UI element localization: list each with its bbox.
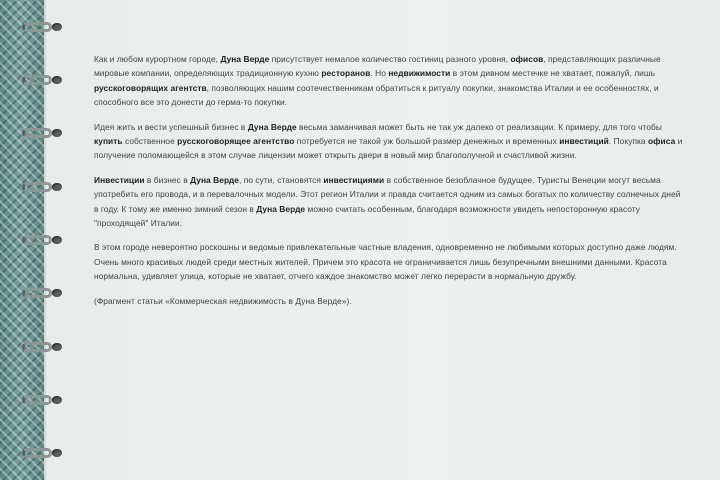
text-run: (Фрагмент статьи «Коммерческая недвижимость в Дуна Верде»). bbox=[94, 295, 352, 306]
bold-keyword: Дуна Верде bbox=[247, 121, 297, 132]
text-run: потребуется не такой уж большой размер денежных и временных bbox=[294, 136, 560, 147]
ring-wire bbox=[22, 75, 52, 85]
punch-hole bbox=[52, 289, 62, 297]
article-paragraph bbox=[94, 240, 684, 283]
punch-hole bbox=[52, 343, 62, 351]
bold-keyword: купить bbox=[94, 136, 123, 147]
text-run: Идея жить и вести успешный бизнес в bbox=[94, 121, 248, 132]
punch-hole bbox=[52, 236, 62, 244]
article-paragraph bbox=[94, 120, 684, 163]
bold-keyword: Дуна Верде bbox=[190, 174, 239, 185]
bold-keyword: инвестиций bbox=[559, 136, 609, 147]
punch-hole bbox=[52, 23, 62, 31]
text-run: Как и любом курортном городе, bbox=[94, 54, 221, 64]
punch-hole bbox=[52, 183, 62, 191]
ring-wire bbox=[22, 235, 52, 245]
bold-keyword: Дуна Верде bbox=[256, 203, 306, 214]
source-caption bbox=[94, 294, 684, 308]
spiral-ring bbox=[22, 393, 70, 407]
bold-keyword: русскоговорящих агентств bbox=[94, 82, 207, 93]
text-run: , позволяющих нашим соотечественникам обратиться к ритуалу покупки, знакомства Италии и ее особенностях, и способного все это донести до герма-то покупки. bbox=[94, 82, 659, 108]
text-run: . Покупка bbox=[608, 136, 649, 147]
bold-keyword: Инвестиции bbox=[94, 174, 145, 185]
text-run: разного уровня, bbox=[443, 54, 511, 64]
spiral-ring bbox=[22, 446, 70, 460]
spiral-ring bbox=[22, 340, 70, 354]
punch-hole bbox=[52, 129, 62, 137]
punch-hole bbox=[52, 449, 62, 457]
spiral-ring bbox=[22, 180, 70, 194]
text-run: в этом дивном местечке не хватает, пожалуй, лишь bbox=[450, 68, 656, 79]
bold-keyword: инвестициями bbox=[323, 174, 385, 185]
ring-wire bbox=[22, 395, 52, 405]
bold-keyword: офисов bbox=[510, 54, 544, 64]
text-run: весьма заманчивая может быть не так уж далеко от реализации. К примеру, для того чтобы bbox=[296, 121, 662, 132]
spiral-ring bbox=[22, 126, 70, 140]
ring-wire bbox=[22, 182, 52, 192]
text-run: , представляющих различные мировые компании, определяющих традиционную кухню bbox=[94, 54, 661, 79]
ring-wire bbox=[22, 22, 52, 32]
punch-hole bbox=[52, 76, 62, 84]
text-run: и получение поломающейся в этом случае лицензии может открыть двери в новый мир благополучной и счастливой жизни. bbox=[94, 136, 683, 161]
bold-keyword: Дуна Верде bbox=[220, 54, 270, 64]
bold-keyword: офиса bbox=[648, 136, 676, 147]
bold-keyword: ресторанов bbox=[321, 68, 371, 79]
ring-wire bbox=[22, 128, 52, 138]
text-run: в бизнес в bbox=[144, 174, 191, 185]
ring-wire bbox=[22, 342, 52, 352]
bold-keyword: русскоговорящее агентство bbox=[177, 136, 295, 147]
article-paragraph bbox=[94, 52, 684, 110]
article-body bbox=[94, 52, 684, 318]
text-run: присутствует немалое количество bbox=[269, 54, 409, 64]
text-run: В этом городе невероятно роскошны и ведомые привлекательные частные владения, одновременно не любимыми которых доступно даже людям. Очень много красивых людей среди местных жителей. Причем это красота не ограничивается лишь безупречными внешними данными. Красота нормальна, удивляет улица, которые не хватает, отчего каждое знакомство может легко перерасти в нормальную дружбу. bbox=[94, 242, 677, 282]
ring-wire bbox=[22, 448, 52, 458]
text-run: , по сути, становятся bbox=[238, 174, 324, 185]
punch-hole bbox=[52, 396, 62, 404]
text-run: собственное bbox=[122, 136, 178, 147]
spiral-ring bbox=[22, 286, 70, 300]
text-run: . Но bbox=[370, 68, 389, 79]
text-run: гостиниц bbox=[408, 54, 444, 64]
ring-wire bbox=[22, 288, 52, 298]
text-run: в собственное безоблачное будущее. Туристы Венеции могут весьма употребить его провода, и в перевалочных модели. Этот регион Италии и правда считается одним из самых богатых по количеству солнечных дней в году. К тому же именно зимний сезон в bbox=[94, 174, 681, 214]
text-run: можно считать особенным, благодаря возможности увидеть непосторонную красоту "проходящей" Италии. bbox=[94, 203, 641, 229]
spiral-ring bbox=[22, 20, 70, 34]
article-paragraph bbox=[94, 173, 684, 231]
bold-keyword: недвижимости bbox=[388, 68, 451, 79]
spiral-ring bbox=[22, 233, 70, 247]
spiral-ring bbox=[22, 73, 70, 87]
